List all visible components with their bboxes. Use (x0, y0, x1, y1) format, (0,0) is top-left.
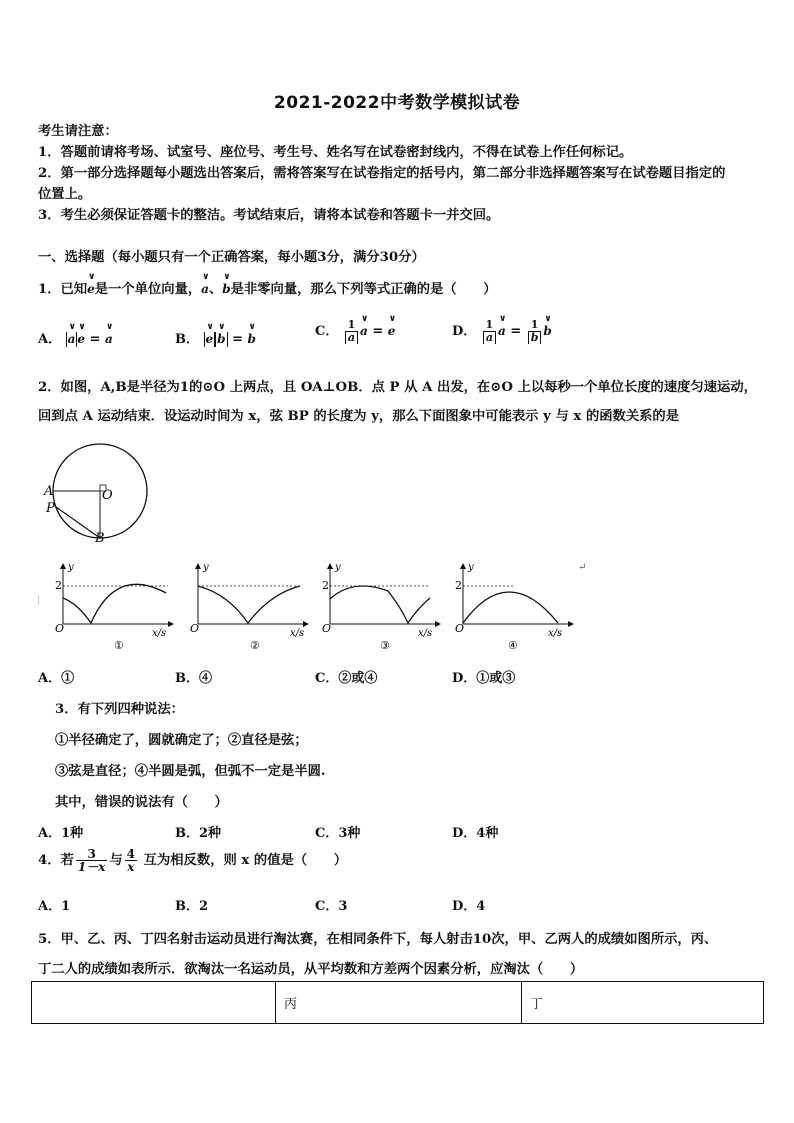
circle-figure (38, 438, 148, 546)
q3-option-c: C．3种 (315, 826, 361, 841)
question-2-line1: 2．如图，A,B是半径为1的⊙O 上两点，且 OA⊥OB．点 P 从 A 出发，在⊙O 上以每秒一个单位长度的速度匀速运动， (38, 380, 757, 395)
svg-text:x/s: x/s (548, 628, 563, 639)
q4-option-a: A．1 (38, 899, 71, 914)
graph-1 (55, 562, 173, 652)
label-p: P (46, 501, 55, 516)
svg-text:x/s: x/s (418, 628, 433, 639)
question-3: 3．有下列四种说法： (55, 702, 184, 717)
notice-item: 3．考生必须保证答题卡的整洁。考试结束后，请将本试卷和答题卡一并交回。 (38, 208, 500, 223)
label-b: B (95, 531, 105, 546)
q2-option-b: B．④ (175, 671, 212, 686)
q4-option-b: B．2 (175, 899, 209, 914)
question-2-line2: 回到点 A 运动结束．设运动时间为 x，弦 BP 的长度为 y，那么下面图象中可能表示 y 与 x 的函数关系的是 (38, 409, 680, 424)
q4-option-c: C．3 (315, 899, 348, 914)
svg-text:①: ① (114, 639, 124, 652)
question-4: 4．若 $\frac{3}{1-x}$ 与 $\frac{4}{x}$ 互为相反数，则 x 的值是（ ） (38, 847, 348, 874)
question-3-statement: ①半径确定了，圆就确定了；②直径是弦； (55, 733, 308, 748)
q2-option-a: A．① (38, 671, 75, 686)
svg-text:O: O (455, 622, 465, 635)
section-heading: 一、选择题（每小题只有一个正确答案，每小题3分，满分30分） (38, 250, 425, 265)
svg-text:O: O (190, 622, 200, 635)
q2-option-d: D．①或③ (452, 671, 516, 686)
graph-2 (190, 562, 308, 652)
table-cell: 丙 (276, 982, 522, 1024)
q3-option-b: B．2种 (175, 826, 222, 841)
notice-item: 2．第一部分选择题每小题选出答案后，需将答案写在试卷指定的括号内，第二部分非选择题答案写在试卷题目指定的 (38, 166, 726, 181)
graph-3 (322, 562, 440, 652)
svg-text:④: ④ (508, 639, 518, 652)
label-o: O (102, 488, 113, 503)
svg-text:2: 2 (322, 579, 329, 592)
graph-4 (455, 562, 573, 652)
label-a: A (44, 484, 54, 499)
notice-heading: 考生请注意： (38, 124, 118, 139)
svg-text:y: y (468, 562, 474, 573)
q2-option-c: C．②或④ (315, 671, 378, 686)
return-mark: ↵ (578, 562, 587, 573)
q4-option-d: D．4 (452, 899, 486, 914)
q3-option-a: A．1种 (38, 826, 84, 841)
q3-option-d: D．4种 (452, 826, 499, 841)
notice-item: 1．答题前请将考场、试室号、座位号、考生号、姓名写在试卷密封线内，不得在试卷上作任何标记。 (38, 145, 633, 160)
q1-option-d: D． $\frac{1}{a}$ ∨ a = $\frac{1}{b}$ ∨ b (452, 318, 552, 344)
q1-option-a: A． ∨ a∨ e = ∨ a (38, 326, 113, 347)
table-cell (32, 982, 276, 1024)
svg-text:y: y (335, 562, 341, 573)
graph-options (38, 556, 578, 656)
notice-item: 位置上。 (38, 187, 92, 202)
page-title: 2021-2022中考数学模拟试卷 (273, 93, 521, 113)
question-1: 1．已知∨ e是一个单位向量，∨ a、∨ b是非零向量，那么下列等式正确的是（ ） (38, 276, 497, 297)
q1-option-c: C． $\frac{1}{a}$ ∨ a = ∨ e (315, 318, 395, 344)
q5-table (31, 981, 764, 1024)
svg-text:2: 2 (455, 579, 462, 592)
svg-text:O: O (322, 622, 332, 635)
svg-text:x/s: x/s (152, 628, 167, 639)
table-cell: 丁 (522, 982, 764, 1024)
question-5-line2: 丁二人的成绩如表所示．欲淘汰一名运动员，从平均数和方差两个因素分析，应淘汰（ ） (38, 962, 584, 977)
svg-text:②: ② (250, 639, 260, 652)
question-3-prompt: 其中，错误的说法有（ ） (55, 795, 228, 810)
svg-text:y: y (68, 562, 74, 573)
svg-text:2: 2 (55, 579, 62, 592)
svg-text:O: O (55, 622, 65, 635)
svg-text:y: y (203, 562, 209, 573)
question-5-line1: 5．甲、乙、丙、丁四名射击运动员进行淘汰赛，在相同条件下，每人射击10次，甲、乙两人的成绩如图所示，丙、 (38, 932, 718, 947)
table-row (32, 982, 764, 1024)
svg-text:③: ③ (380, 639, 390, 652)
question-3-statement: ③弦是直径；④半圆是弧，但弧不一定是半圆. (55, 764, 326, 779)
svg-text:x/s: x/s (290, 628, 305, 639)
q1-option-b: B． ∨ e∨ b = ∨ b (175, 326, 256, 347)
